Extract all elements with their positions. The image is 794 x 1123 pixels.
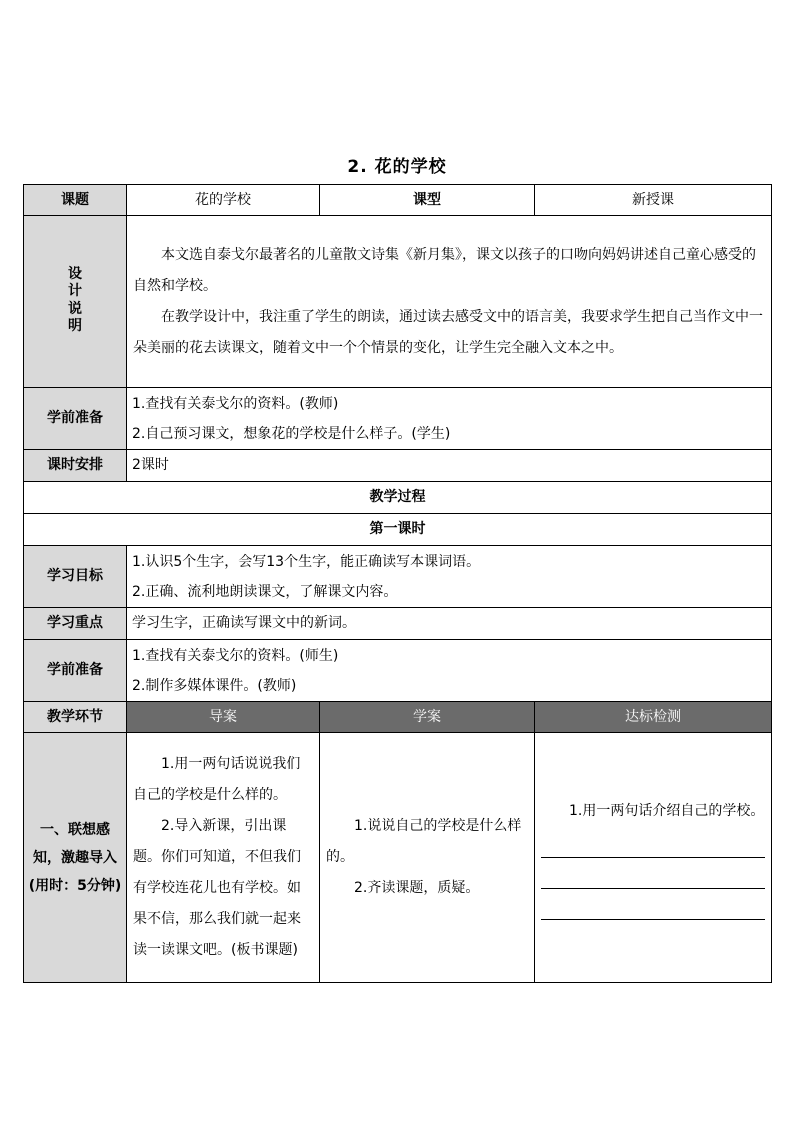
pre-prep-content bbox=[127, 388, 772, 450]
type-label: 课型 bbox=[320, 185, 535, 216]
column-stage-header: 教学环节 bbox=[24, 702, 127, 733]
document-title: 2. 花的学校 bbox=[347, 157, 447, 177]
design-notes-content bbox=[127, 216, 772, 388]
goal-item-2: 2.正确、流利地朗读课文，了解课文内容。 bbox=[132, 583, 398, 600]
stage1-guide bbox=[127, 733, 320, 983]
pre-prep2-content bbox=[127, 640, 772, 702]
stage1-study-item-1: 1.说说自己的学校是什么样的。 bbox=[326, 818, 522, 865]
goals-content bbox=[127, 546, 772, 608]
focus-label: 学习重点 bbox=[24, 608, 127, 640]
type-value: 新授课 bbox=[535, 185, 772, 216]
focus-value: 学习生字，正确读写课文中的新词。 bbox=[127, 608, 772, 640]
row-pre-prep-2 bbox=[24, 640, 772, 702]
design-paragraph-2: 在教学设计中，我注重了学生的朗读，通过读去感受文中的语言美，我要求学生把自己当作文中一朵美丽的花去读课文，随着文中一个个情景的变化，让学生完全融入文本之中。 bbox=[133, 308, 763, 356]
stage1-check-item: 1.用一两句话介绍自己的学校。 bbox=[569, 802, 765, 819]
lesson-title: 第一课时 bbox=[24, 514, 772, 546]
row-schedule bbox=[24, 450, 772, 482]
row-process-title bbox=[24, 482, 772, 514]
column-study-header: 学案 bbox=[320, 702, 535, 733]
row-goals bbox=[24, 546, 772, 608]
goals-label: 学习目标 bbox=[24, 546, 127, 608]
answer-line-3 bbox=[541, 889, 765, 920]
row-pre-prep bbox=[24, 388, 772, 450]
pre-prep-label: 学前准备 bbox=[24, 388, 127, 450]
topic-value: 花的学校 bbox=[127, 185, 320, 216]
row-topic bbox=[24, 185, 772, 216]
pre-prep-item-2: 2.自己预习课文，想象花的学校是什么样子。(学生) bbox=[132, 425, 451, 442]
pre-prep2-item-1: 1.查找有关泰戈尔的资料。(师生) bbox=[132, 647, 339, 664]
process-title: 教学过程 bbox=[24, 482, 772, 514]
stage1-name: 一、联想感知，激趣导入(用时：5分钟) bbox=[24, 733, 127, 983]
row-design-notes bbox=[24, 216, 772, 388]
column-guide-header: 导案 bbox=[127, 702, 320, 733]
stage1-check bbox=[535, 733, 772, 983]
stage1-guide-item-2: 2.导入新课，引出课题。你们可知道，不但我们有学校连花儿也有学校。如果不信，那么我们就一起来读一读课文吧。(板书课题) bbox=[133, 818, 301, 958]
goal-item-1: 1.认识5个生字，会写13个生字，能正确读写本课词语。 bbox=[132, 553, 481, 570]
pre-prep-item-1: 1.查找有关泰戈尔的资料。(教师) bbox=[132, 395, 339, 412]
schedule-value: 2课时 bbox=[127, 450, 772, 482]
stage1-study bbox=[320, 733, 535, 983]
answer-line-1 bbox=[541, 827, 765, 858]
answer-line-2 bbox=[541, 858, 765, 889]
row-stage-1 bbox=[24, 733, 772, 983]
schedule-label: 课时安排 bbox=[24, 450, 127, 482]
column-check-header: 达标检测 bbox=[535, 702, 772, 733]
row-focus bbox=[24, 608, 772, 640]
pre-prep2-item-2: 2.制作多媒体课件。(教师) bbox=[132, 677, 297, 694]
pre-prep2-label: 学前准备 bbox=[24, 640, 127, 702]
design-paragraph-1: 本文选自泰戈尔最著名的儿童散文诗集《新月集》，课文以孩子的口吻向妈妈讲述自己童心感受的自然和学校。 bbox=[133, 246, 756, 294]
design-notes-label: 设计说明 bbox=[24, 216, 127, 388]
stage1-guide-item-1: 1.用一两句话说说我们自己的学校是什么样的。 bbox=[133, 756, 301, 803]
row-column-headers bbox=[24, 702, 772, 733]
lesson-plan-table bbox=[23, 184, 772, 983]
stage1-study-item-2: 2.齐读课题，质疑。 bbox=[354, 880, 480, 896]
row-lesson-title bbox=[24, 514, 772, 546]
topic-label: 课题 bbox=[24, 185, 127, 216]
